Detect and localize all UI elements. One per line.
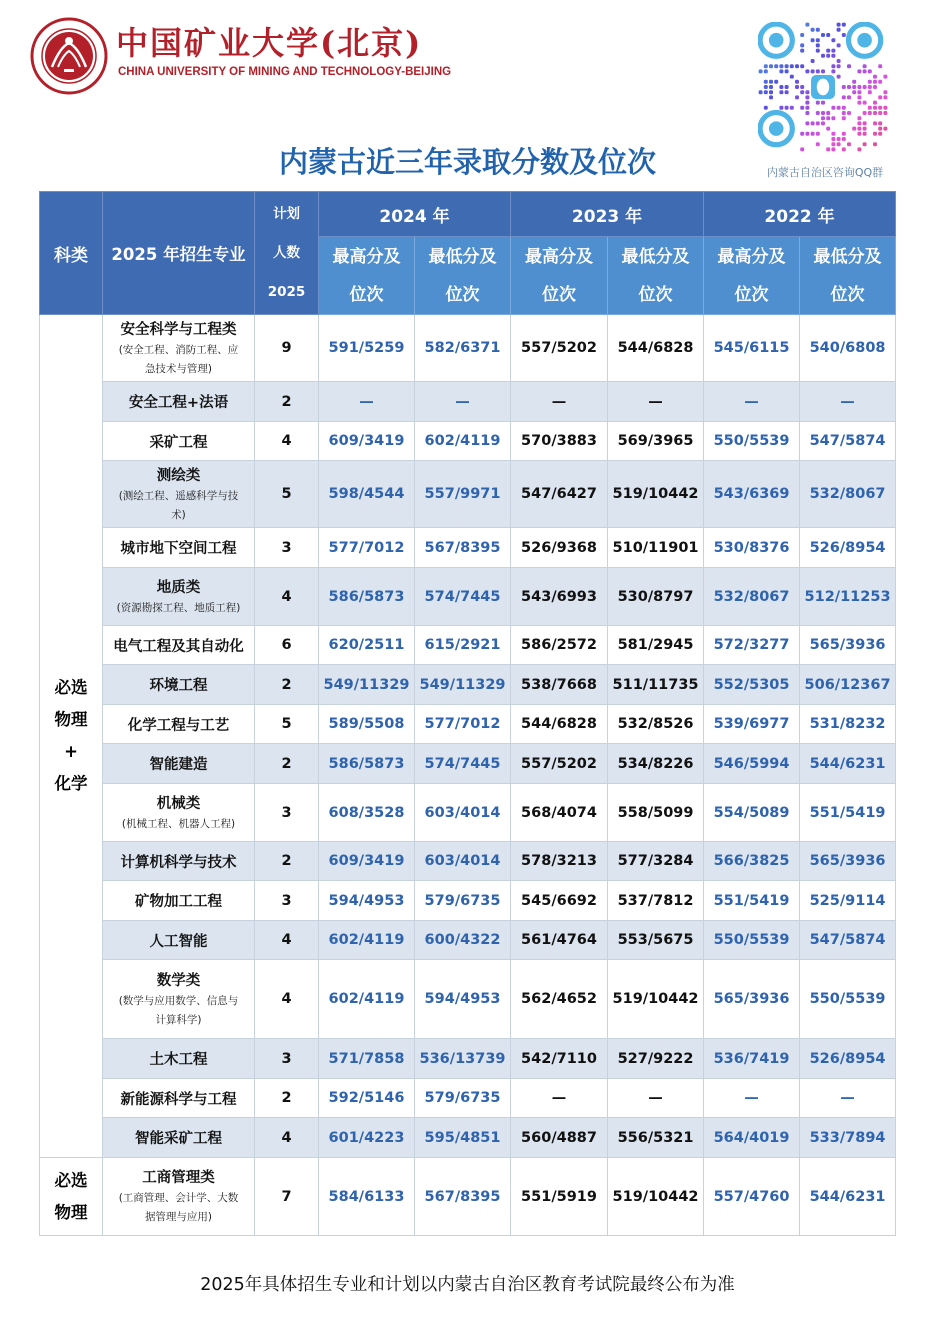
score-rank-2023-max: 561/4764 <box>511 921 608 960</box>
score-rank-2022-min: 531/8232 <box>800 705 896 744</box>
score-rank-2022-min: 547/5874 <box>800 422 896 461</box>
score-rank-2022-max: 545/6115 <box>704 315 800 382</box>
major-name: 化学工程与工艺 <box>127 717 230 734</box>
score-rank-2022-min: 547/5874 <box>800 921 896 960</box>
score-rank-2023-max: 543/6993 <box>511 568 608 626</box>
score-rank-2024-max: 602/4119 <box>319 921 415 960</box>
header-min-score-rank <box>608 237 704 315</box>
score-rank-2023-max: 586/2572 <box>511 626 608 665</box>
score-rank-2022-min: 533/7894 <box>800 1118 896 1158</box>
footer-note: 2025年具体招生专业和计划以内蒙古自治区教育考试院最终公布为准 <box>200 1275 735 1295</box>
score-rank-2022-max: 565/3936 <box>704 960 800 1039</box>
score-rank-2023-min: 569/3965 <box>608 422 704 461</box>
header-min-line1: 最低分及 <box>621 246 690 267</box>
score-rank-2023-max: 557/5202 <box>511 744 608 784</box>
score-rank-2023-max: 551/5919 <box>511 1158 608 1236</box>
score-rank-2022-max: 572/3277 <box>704 626 800 665</box>
major-name: 采矿工程 <box>149 434 208 451</box>
table-row <box>40 461 896 528</box>
major-name: 数学类 <box>156 972 201 989</box>
plan-count-cell: 4 <box>255 1118 319 1158</box>
score-rank-2024-min: 549/11329 <box>415 665 511 705</box>
category-line: 物理 <box>54 710 88 729</box>
category-cell <box>40 315 103 1158</box>
score-rank-2022-max: 546/5994 <box>704 744 800 784</box>
university-seal-logo <box>30 17 108 95</box>
major-cell <box>103 315 255 382</box>
major-name: 测绘类 <box>156 467 201 484</box>
score-rank-2023-min: — <box>608 382 704 422</box>
score-rank-2024-min: 600/4322 <box>415 921 511 960</box>
header-max-score-rank <box>511 237 608 315</box>
score-rank-2023-min: 556/5321 <box>608 1118 704 1158</box>
score-rank-2024-min: 603/4014 <box>415 784 511 842</box>
score-rank-2024-min: 557/9971 <box>415 461 511 528</box>
score-rank-2022-min: 526/8954 <box>800 528 896 568</box>
score-rank-2023-max: 542/7110 <box>511 1039 608 1079</box>
table-row <box>40 784 896 842</box>
major-cell <box>103 1118 255 1158</box>
score-rank-2024-min: 582/6371 <box>415 315 511 382</box>
major-cell <box>103 528 255 568</box>
score-rank-2023-min: 530/8797 <box>608 568 704 626</box>
header-max-line1: 最高分及 <box>332 246 401 267</box>
header-min-score-rank <box>415 237 511 315</box>
score-rank-2023-min: 519/10442 <box>608 461 704 528</box>
score-rank-2022-max: — <box>704 1079 800 1118</box>
score-rank-2024-max: 598/4544 <box>319 461 415 528</box>
score-rank-2024-min: 579/6735 <box>415 1079 511 1118</box>
plan-count-cell: 3 <box>255 881 319 921</box>
score-rank-2023-min: 553/5675 <box>608 921 704 960</box>
header-max-score-rank <box>704 237 800 315</box>
major-cell <box>103 1079 255 1118</box>
score-rank-2023-max: 578/3213 <box>511 842 608 881</box>
score-rank-2024-min: 602/4119 <box>415 422 511 461</box>
score-rank-2024-max: 592/5146 <box>319 1079 415 1118</box>
score-rank-2023-min: 581/2945 <box>608 626 704 665</box>
plan-count-cell: 4 <box>255 921 319 960</box>
header-min-line1: 最低分及 <box>428 246 497 267</box>
header-plan-line1: 计划 <box>273 205 300 222</box>
plan-count-cell: 5 <box>255 705 319 744</box>
table-row <box>40 382 896 422</box>
score-rank-2024-max: 584/6133 <box>319 1158 415 1236</box>
score-rank-2024-max: 608/3528 <box>319 784 415 842</box>
score-rank-2023-min: 537/7812 <box>608 881 704 921</box>
score-rank-2024-max: — <box>319 382 415 422</box>
major-cell <box>103 382 255 422</box>
major-name: 新能源科学与工程 <box>120 1091 237 1108</box>
header-year-2023: 2023 年 <box>511 192 704 237</box>
score-rank-2024-min: 579/6735 <box>415 881 511 921</box>
header-major: 2025 年招生专业 <box>103 192 255 315</box>
university-name-en: CHINA UNIVERSITY OF MINING AND TECHNOLOGY-BEIJING <box>118 66 452 78</box>
table-row <box>40 1158 896 1236</box>
header-min-line2: 位次 <box>445 284 480 305</box>
score-rank-2022-max: 530/8376 <box>704 528 800 568</box>
score-rank-2023-max: — <box>511 1079 608 1118</box>
plan-count-cell: 4 <box>255 422 319 461</box>
header-plan <box>255 192 319 315</box>
score-rank-2023-max: 560/4887 <box>511 1118 608 1158</box>
header-year-2022: 2022 年 <box>704 192 896 237</box>
header-min-score-rank <box>800 237 896 315</box>
score-rank-2023-min: 534/8226 <box>608 744 704 784</box>
score-rank-2022-max: 550/5539 <box>704 422 800 461</box>
score-rank-2024-max: 609/3419 <box>319 422 415 461</box>
score-rank-2024-min: 574/7445 <box>415 568 511 626</box>
major-name: 人工智能 <box>149 933 208 950</box>
category-line: 化学 <box>54 774 88 793</box>
major-name: 环境工程 <box>149 678 208 694</box>
header-max-line2: 位次 <box>542 284 577 305</box>
score-rank-2023-max: 538/7668 <box>511 665 608 705</box>
table-row <box>40 568 896 626</box>
score-rank-2023-min: 510/11901 <box>608 528 704 568</box>
score-rank-2024-min: 615/2921 <box>415 626 511 665</box>
score-rank-2023-max: — <box>511 382 608 422</box>
major-name: 地质类 <box>156 579 201 596</box>
score-rank-2024-min: 567/8395 <box>415 1158 511 1236</box>
score-rank-2022-max: 536/7419 <box>704 1039 800 1079</box>
header-plan-line2: 人数 <box>273 244 300 261</box>
score-rank-2024-max: 586/5873 <box>319 744 415 784</box>
plan-count-cell: 2 <box>255 842 319 881</box>
plan-count-cell: 7 <box>255 1158 319 1236</box>
plan-count-cell: 5 <box>255 461 319 528</box>
major-name: 城市地下空间工程 <box>120 541 237 557</box>
major-name: 安全工程+法语 <box>128 395 229 411</box>
score-rank-2022-max: 554/5089 <box>704 784 800 842</box>
score-rank-2022-max: 539/6977 <box>704 705 800 744</box>
score-rank-2024-max: 620/2511 <box>319 626 415 665</box>
score-rank-2024-max: 609/3419 <box>319 842 415 881</box>
major-subtitle: (测绘工程、遥感科学与技术) <box>118 489 239 521</box>
plan-count-cell: 4 <box>255 960 319 1039</box>
university-name-cn: 中国矿业大学(北京) <box>116 24 423 62</box>
table-row <box>40 1079 896 1118</box>
table-row <box>40 528 896 568</box>
major-subtitle: (数学与应用数学、信息与计算科学) <box>118 994 239 1026</box>
score-rank-2023-max: 568/4074 <box>511 784 608 842</box>
score-rank-2024-min: 574/7445 <box>415 744 511 784</box>
major-name: 土木工程 <box>149 1052 208 1068</box>
score-rank-2024-max: 586/5873 <box>319 568 415 626</box>
header-max-line2: 位次 <box>734 284 769 305</box>
table-row <box>40 626 896 665</box>
major-cell <box>103 568 255 626</box>
score-rank-2024-min: — <box>415 382 511 422</box>
major-cell <box>103 921 255 960</box>
score-rank-2022-min: 525/9114 <box>800 881 896 921</box>
score-rank-2024-max: 601/4223 <box>319 1118 415 1158</box>
score-rank-2023-min: 544/6828 <box>608 315 704 382</box>
table-row <box>40 881 896 921</box>
score-rank-2024-max: 549/11329 <box>319 665 415 705</box>
major-cell <box>103 842 255 881</box>
score-rank-2022-min: 540/6808 <box>800 315 896 382</box>
score-rank-2022-min: — <box>800 382 896 422</box>
major-cell <box>103 960 255 1039</box>
table-row <box>40 705 896 744</box>
score-rank-2022-min: 565/3936 <box>800 842 896 881</box>
major-cell <box>103 461 255 528</box>
score-rank-2023-min: 577/3284 <box>608 842 704 881</box>
qr-caption: 内蒙古自治区咨询QQ群 <box>766 166 884 179</box>
plan-count-cell: 2 <box>255 382 319 422</box>
score-rank-2022-min: 544/6231 <box>800 1158 896 1236</box>
major-subtitle: (安全工程、消防工程、应急技术与管理) <box>118 343 239 375</box>
plan-count-cell: 2 <box>255 744 319 784</box>
major-cell <box>103 626 255 665</box>
major-name: 智能采矿工程 <box>135 1131 222 1147</box>
plan-count-cell: 2 <box>255 1079 319 1118</box>
header-min-line2: 位次 <box>830 284 865 305</box>
score-rank-2022-max: 564/4019 <box>704 1118 800 1158</box>
score-rank-2023-min: 532/8526 <box>608 705 704 744</box>
plan-count-cell: 3 <box>255 1039 319 1079</box>
score-rank-2024-min: 536/13739 <box>415 1039 511 1079</box>
major-name: 计算机科学与技术 <box>120 854 237 871</box>
score-rank-2023-max: 557/5202 <box>511 315 608 382</box>
category-line: 物理 <box>54 1202 88 1222</box>
major-name: 工商管理类 <box>142 1170 215 1186</box>
header-year-2024: 2024 年 <box>319 192 511 237</box>
score-rank-2024-min: 603/4014 <box>415 842 511 881</box>
score-rank-2022-max: 543/6369 <box>704 461 800 528</box>
table-row <box>40 665 896 705</box>
header-max-score-rank <box>319 237 415 315</box>
major-name: 安全科学与工程类 <box>120 321 237 338</box>
category-line: 必选 <box>54 1170 88 1190</box>
header-category: 科类 <box>40 192 103 315</box>
score-rank-2023-max: 526/9368 <box>511 528 608 568</box>
header-min-line1: 最低分及 <box>813 246 882 267</box>
score-rank-2024-max: 589/5508 <box>319 705 415 744</box>
score-rank-2023-min: — <box>608 1079 704 1118</box>
score-rank-2022-max: 557/4760 <box>704 1158 800 1236</box>
plan-count-cell: 4 <box>255 568 319 626</box>
header-min-line2: 位次 <box>638 284 673 305</box>
score-rank-2022-max: — <box>704 382 800 422</box>
score-rank-2022-max: 551/5419 <box>704 881 800 921</box>
score-rank-2022-max: 566/3825 <box>704 842 800 881</box>
score-rank-2023-max: 547/6427 <box>511 461 608 528</box>
header-max-line2: 位次 <box>349 284 384 305</box>
plan-count-cell: 3 <box>255 784 319 842</box>
score-rank-2024-max: 577/7012 <box>319 528 415 568</box>
score-rank-2022-max: 532/8067 <box>704 568 800 626</box>
score-rank-2022-min: 551/5419 <box>800 784 896 842</box>
plan-count-cell: 2 <box>255 665 319 705</box>
major-name: 电气工程及其自动化 <box>113 638 244 655</box>
category-line: 必选 <box>54 678 88 697</box>
major-cell <box>103 784 255 842</box>
page-title: 内蒙古近三年录取分数及位次 <box>278 145 656 179</box>
table-row <box>40 921 896 960</box>
score-rank-2022-min: 512/11253 <box>800 568 896 626</box>
score-rank-2024-min: 577/7012 <box>415 705 511 744</box>
admission-score-table <box>39 191 896 1236</box>
score-rank-2022-min: 506/12367 <box>800 665 896 705</box>
score-rank-2024-min: 595/4851 <box>415 1118 511 1158</box>
major-name: 矿物加工工程 <box>135 894 222 910</box>
score-rank-2022-min: 532/8067 <box>800 461 896 528</box>
major-cell <box>103 705 255 744</box>
major-subtitle: (机械工程、机器人工程) <box>121 817 236 830</box>
major-cell <box>103 881 255 921</box>
plan-count-cell: 3 <box>255 528 319 568</box>
table-row <box>40 315 896 382</box>
score-rank-2024-min: 567/8395 <box>415 528 511 568</box>
score-rank-2024-max: 594/4953 <box>319 881 415 921</box>
score-rank-2022-min: — <box>800 1079 896 1118</box>
score-rank-2022-min: 565/3936 <box>800 626 896 665</box>
score-rank-2023-max: 562/4652 <box>511 960 608 1039</box>
category-line: + <box>64 742 78 761</box>
plan-count-cell: 9 <box>255 315 319 382</box>
score-rank-2023-min: 511/11735 <box>608 665 704 705</box>
score-rank-2023-min: 519/10442 <box>608 1158 704 1236</box>
table-row <box>40 1118 896 1158</box>
major-subtitle: (资源勘探工程、地质工程) <box>116 601 241 614</box>
score-rank-2022-min: 544/6231 <box>800 744 896 784</box>
major-cell <box>103 422 255 461</box>
score-rank-2023-max: 545/6692 <box>511 881 608 921</box>
header-max-line1: 最高分及 <box>525 246 594 267</box>
major-cell <box>103 1158 255 1236</box>
major-cell <box>103 744 255 784</box>
major-name: 智能建造 <box>149 757 208 773</box>
score-rank-2022-min: 550/5539 <box>800 960 896 1039</box>
table-row <box>40 422 896 461</box>
score-rank-2023-max: 544/6828 <box>511 705 608 744</box>
header-plan-line3: 2025 <box>267 283 306 300</box>
table-row <box>40 1039 896 1079</box>
plan-count-cell: 6 <box>255 626 319 665</box>
score-rank-2023-min: 527/9222 <box>608 1039 704 1079</box>
major-cell <box>103 1039 255 1079</box>
score-rank-2022-max: 552/5305 <box>704 665 800 705</box>
qq-group-qr-code[interactable] <box>758 22 888 152</box>
score-rank-2022-max: 550/5539 <box>704 921 800 960</box>
score-rank-2022-min: 526/8954 <box>800 1039 896 1079</box>
score-rank-2024-min: 594/4953 <box>415 960 511 1039</box>
score-rank-2023-min: 558/5099 <box>608 784 704 842</box>
header-max-line1: 最高分及 <box>717 246 786 267</box>
major-cell <box>103 665 255 705</box>
major-subtitle: (工商管理、会计学、大数据管理与应用) <box>118 1192 239 1223</box>
table-row <box>40 842 896 881</box>
table-row <box>40 744 896 784</box>
score-rank-2023-max: 570/3883 <box>511 422 608 461</box>
score-rank-2024-max: 591/5259 <box>319 315 415 382</box>
score-rank-2023-min: 519/10442 <box>608 960 704 1039</box>
score-rank-2024-max: 602/4119 <box>319 960 415 1039</box>
score-rank-2024-max: 571/7858 <box>319 1039 415 1079</box>
table-row <box>40 960 896 1039</box>
major-name: 机械类 <box>156 795 201 812</box>
category-cell <box>40 1158 103 1236</box>
